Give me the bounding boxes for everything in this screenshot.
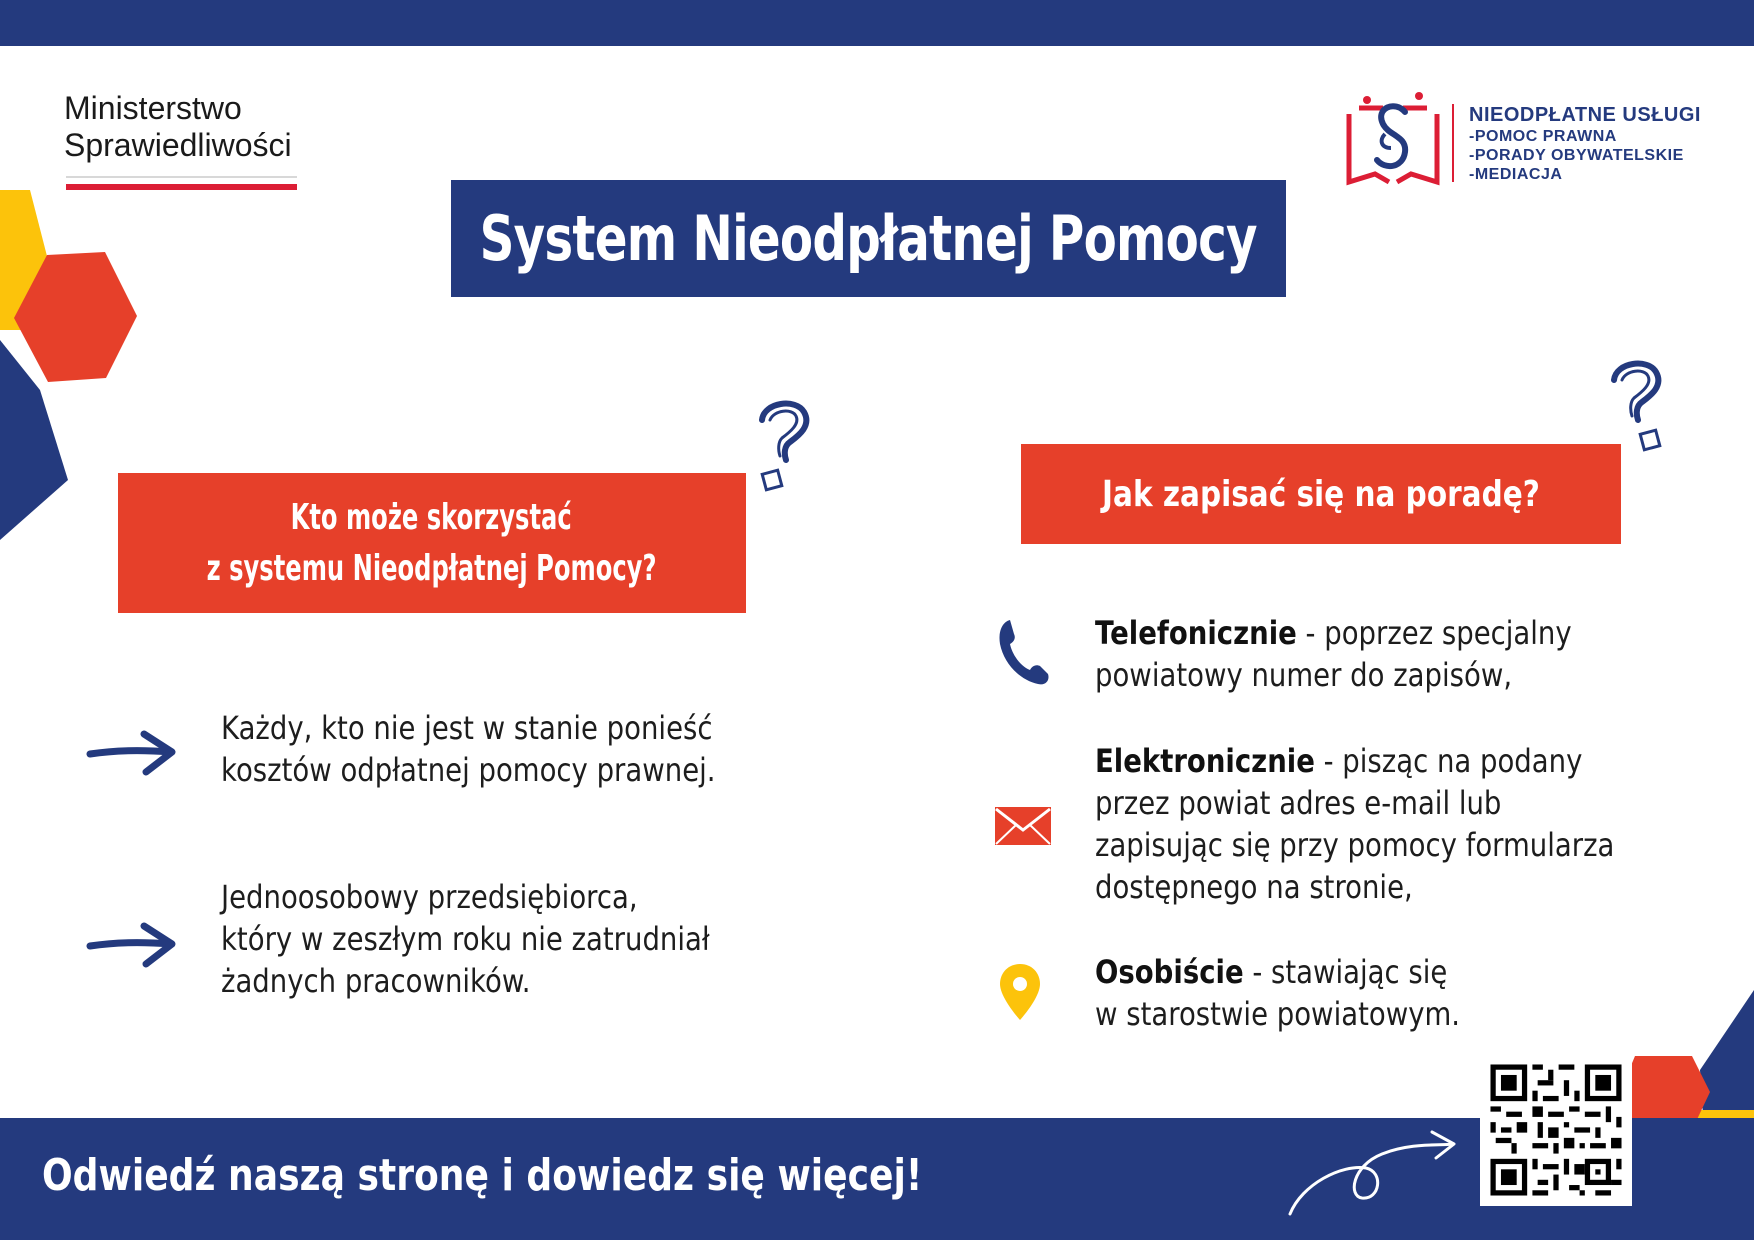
option-in-person-bold: Osobiście bbox=[1095, 953, 1244, 991]
qr-code-icon bbox=[1480, 1054, 1632, 1206]
eligibility-heading-box bbox=[118, 473, 746, 613]
eligibility-item-2-line3: żadnych pracowników. bbox=[221, 962, 531, 1000]
envelope-icon bbox=[994, 806, 1052, 846]
option-in-person-line2: w starostwie powiatowym. bbox=[1095, 995, 1461, 1033]
eligibility-heading-line2: z systemu Nieodpłatnej Pomocy? bbox=[207, 548, 657, 589]
ministry-name-line2: Sprawiedliwości bbox=[64, 127, 292, 163]
ministry-logo bbox=[64, 90, 292, 164]
services-logo-text bbox=[1469, 104, 1701, 184]
logo-line3: -PORADY OBYWATELSKIE bbox=[1469, 147, 1684, 164]
arrow-right-icon bbox=[86, 728, 178, 776]
signup-option-in-person bbox=[1095, 951, 1519, 1035]
phone-icon bbox=[996, 618, 1052, 686]
curly-arrow-icon bbox=[1282, 1124, 1462, 1224]
top-bar bbox=[0, 0, 1754, 46]
eligibility-item-1-line1: Każdy, kto nie jest w stanie ponieść bbox=[221, 709, 713, 747]
eligibility-item-1 bbox=[221, 707, 796, 791]
eligibility-heading-line1: Kto może skorzystać bbox=[291, 497, 573, 538]
option-email-line2: przez powiat adres e-mail lub bbox=[1095, 784, 1502, 822]
services-logo-icon bbox=[1345, 90, 1441, 188]
signup-option-phone bbox=[1095, 612, 1649, 696]
option-email-line3: zapisując się przy pomocy formularza bbox=[1095, 826, 1615, 864]
ministry-rule-grey bbox=[66, 176, 297, 178]
ministry-name-line1: Ministerstwo bbox=[64, 90, 242, 126]
page-title: System Nieodpłatnej Pomocy bbox=[479, 202, 1258, 275]
option-email-rest: - pisząc na podany bbox=[1314, 742, 1583, 780]
page-title-banner bbox=[451, 180, 1286, 297]
option-email-line4: dostępnego na stronie, bbox=[1095, 868, 1413, 906]
eligibility-item-2-line2: który w zeszłym roku nie zatrudniał bbox=[221, 920, 710, 958]
eligibility-item-2 bbox=[221, 876, 789, 1002]
footer-cta-text: Odwiedź naszą stronę i dowiedz się więcej! bbox=[42, 1150, 923, 1201]
location-pin-icon bbox=[998, 962, 1042, 1024]
ministry-rule-red bbox=[66, 184, 297, 190]
logo-line2: -POMOC PRAWNA bbox=[1469, 128, 1617, 145]
eligibility-item-1-line2: kosztów odpłatnej pomocy prawnej. bbox=[221, 751, 716, 789]
qr-code[interactable] bbox=[1480, 1054, 1632, 1206]
question-mark-icon bbox=[1604, 358, 1674, 458]
signup-option-email bbox=[1095, 740, 1699, 908]
option-phone-rest: - poprzez specjalny bbox=[1296, 614, 1572, 652]
arrow-right-icon bbox=[86, 920, 178, 968]
option-email-bold: Elektronicznie bbox=[1095, 742, 1315, 780]
option-phone-line2: powiatowy numer do zapisów, bbox=[1095, 656, 1513, 694]
logo-divider bbox=[1452, 104, 1454, 182]
signup-heading: Jak zapisać się na poradę? bbox=[1102, 473, 1540, 515]
navy-hexagon-shape bbox=[1700, 990, 1754, 1130]
option-in-person-rest: - stawiając się bbox=[1243, 953, 1448, 991]
logo-line4: -MEDIACJA bbox=[1469, 166, 1563, 183]
eligibility-item-2-line1: Jednoosobowy przedsiębiorca, bbox=[221, 878, 638, 916]
question-mark-icon bbox=[752, 398, 822, 498]
footer-cta bbox=[42, 1150, 1116, 1201]
signup-heading-box bbox=[1021, 444, 1621, 544]
logo-line1: NIEODPŁATNE USŁUGI bbox=[1469, 104, 1701, 126]
option-phone-bold: Telefonicznie bbox=[1095, 614, 1297, 652]
